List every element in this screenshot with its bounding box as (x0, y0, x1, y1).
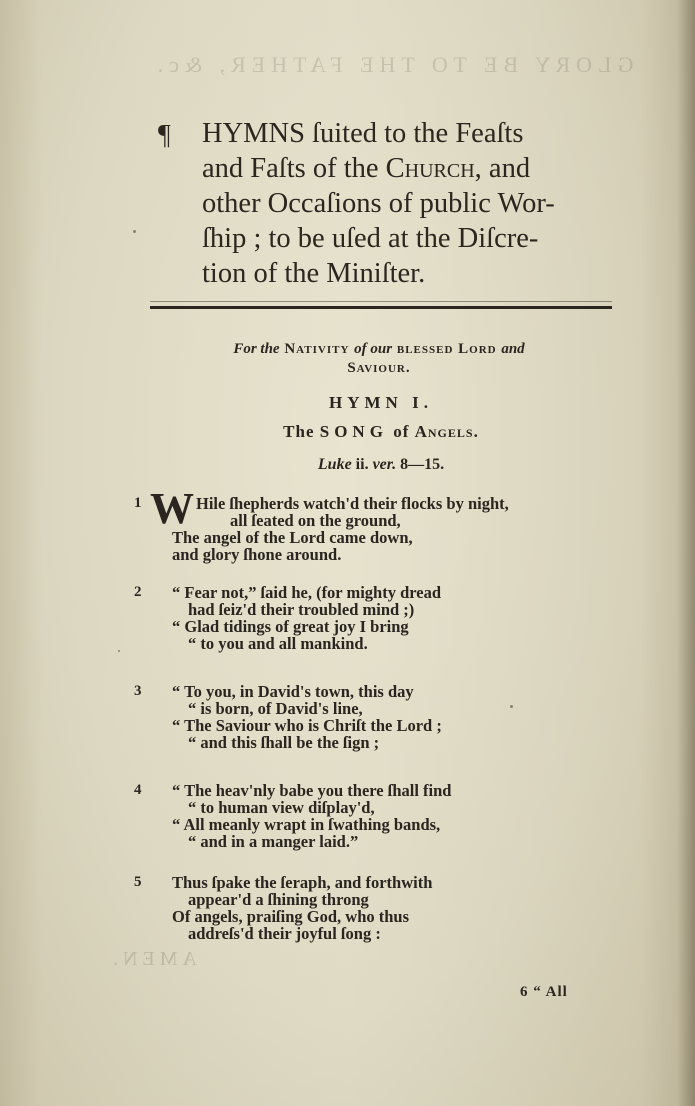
occasion-saviour: Saviour. (347, 360, 411, 376)
heading-line-1: HYMNS ſuited to the Feaſts (202, 118, 524, 149)
occasion-for-the: For the (233, 341, 280, 357)
verse-line: The angel of the Lord came down, (172, 528, 413, 547)
divider-thin-rule (150, 301, 612, 302)
verse-line: “ and in a manger laid.” (188, 832, 359, 851)
verse-line: “ All meanly wrapt in ſwathing bands, (172, 815, 441, 834)
verse-line: “ The Saviour who is Chriſt the Lord ; (172, 716, 442, 735)
verse-line: “ and this ſhall be the ſign ; (188, 733, 380, 752)
divider-thick-rule (150, 306, 612, 309)
verse-4 (134, 781, 618, 851)
verse-5 (134, 873, 618, 943)
hymn-title-the: The (283, 422, 315, 441)
occasion-blessed-lord: blessed Lord (396, 341, 497, 357)
verse-3 (134, 682, 618, 752)
hymn-title-song: SONG (319, 422, 388, 441)
hymn-title (150, 422, 612, 442)
verse-number: 1 (134, 495, 142, 511)
verse-line: “ Glad tidings of great joy I bring (172, 617, 409, 636)
verse-line: Thus ſpake the ſeraph, and forthwith (172, 873, 433, 892)
occasion-and: and (501, 341, 525, 357)
reference-book: Luke (317, 456, 352, 473)
verse-number: 2 (134, 584, 142, 600)
section-heading (160, 116, 620, 291)
heading-line-2-end: , and (474, 153, 531, 184)
reference-ver: ver. (372, 456, 397, 473)
catchword: 6 “ All (520, 984, 568, 1000)
verse-line: “ is born, of David's line, (188, 699, 363, 718)
verse-line: and glory ſhone around. (172, 545, 342, 564)
occasion-of-our: of our (354, 341, 393, 357)
heading-line-5: tion of the Miniſter. (202, 258, 426, 289)
heading-church-word: Church (385, 153, 475, 184)
occasion-line (148, 340, 610, 378)
bleed-through-footer: AMEN. (108, 948, 197, 970)
pilcrow-mark: ¶ (158, 120, 171, 151)
drop-cap: W (150, 484, 194, 533)
page-edge-shadow (677, 0, 695, 1106)
hymn-title-angels: Angels. (414, 422, 479, 441)
verse-line: addreſs'd their joyful ſong : (188, 924, 381, 943)
verse-line: all ſeated on the ground, (230, 511, 401, 530)
verse-line: Hile ſhepherds watch'd their flocks by night, (196, 494, 509, 513)
heading-line-2-start: and Faſts of the (202, 153, 386, 184)
verse-line: “ To you, in David's town, this day (172, 682, 414, 701)
ink-speck (118, 650, 120, 652)
ink-speck (133, 230, 136, 233)
heading-line-3: other Occaſions of public Wor- (202, 188, 555, 219)
verse-line: “ Fear not,” ſaid he, (for mighty dread (172, 583, 442, 602)
scripture-reference (150, 456, 612, 474)
hymn-title-of: of (393, 422, 410, 441)
verse-number: 5 (134, 874, 142, 890)
occasion-nativity: Nativity (284, 341, 350, 357)
verse-line: “ to human view diſplay'd, (188, 798, 375, 817)
verse-line: appear'd a ſhining throng (188, 890, 369, 909)
verse-line: had ſeiz'd their troubled mind ;) (188, 600, 415, 619)
verse-2 (134, 583, 618, 653)
hymn-number: HYMN I. (329, 393, 433, 412)
heading-line-4: ſhip ; to be uſed at the Diſcre- (202, 223, 539, 254)
bleed-through-header: GLORY BE TO THE FATHER, &c. (151, 52, 634, 77)
reference-chapter: ii. (355, 456, 369, 473)
reference-range: 8—15. (400, 456, 445, 473)
verse-number: 4 (134, 782, 142, 798)
verse-line: “ to you and all mankind. (188, 634, 368, 653)
verse-number: 3 (134, 683, 142, 699)
verse-1 (134, 484, 618, 564)
ink-speck (510, 705, 513, 708)
verse-line: Of angels, praiſing God, who thus (172, 907, 410, 926)
verse-line: “ The heav'nly babe you there ſhall find (172, 781, 452, 800)
heading-line-2 (160, 151, 620, 186)
